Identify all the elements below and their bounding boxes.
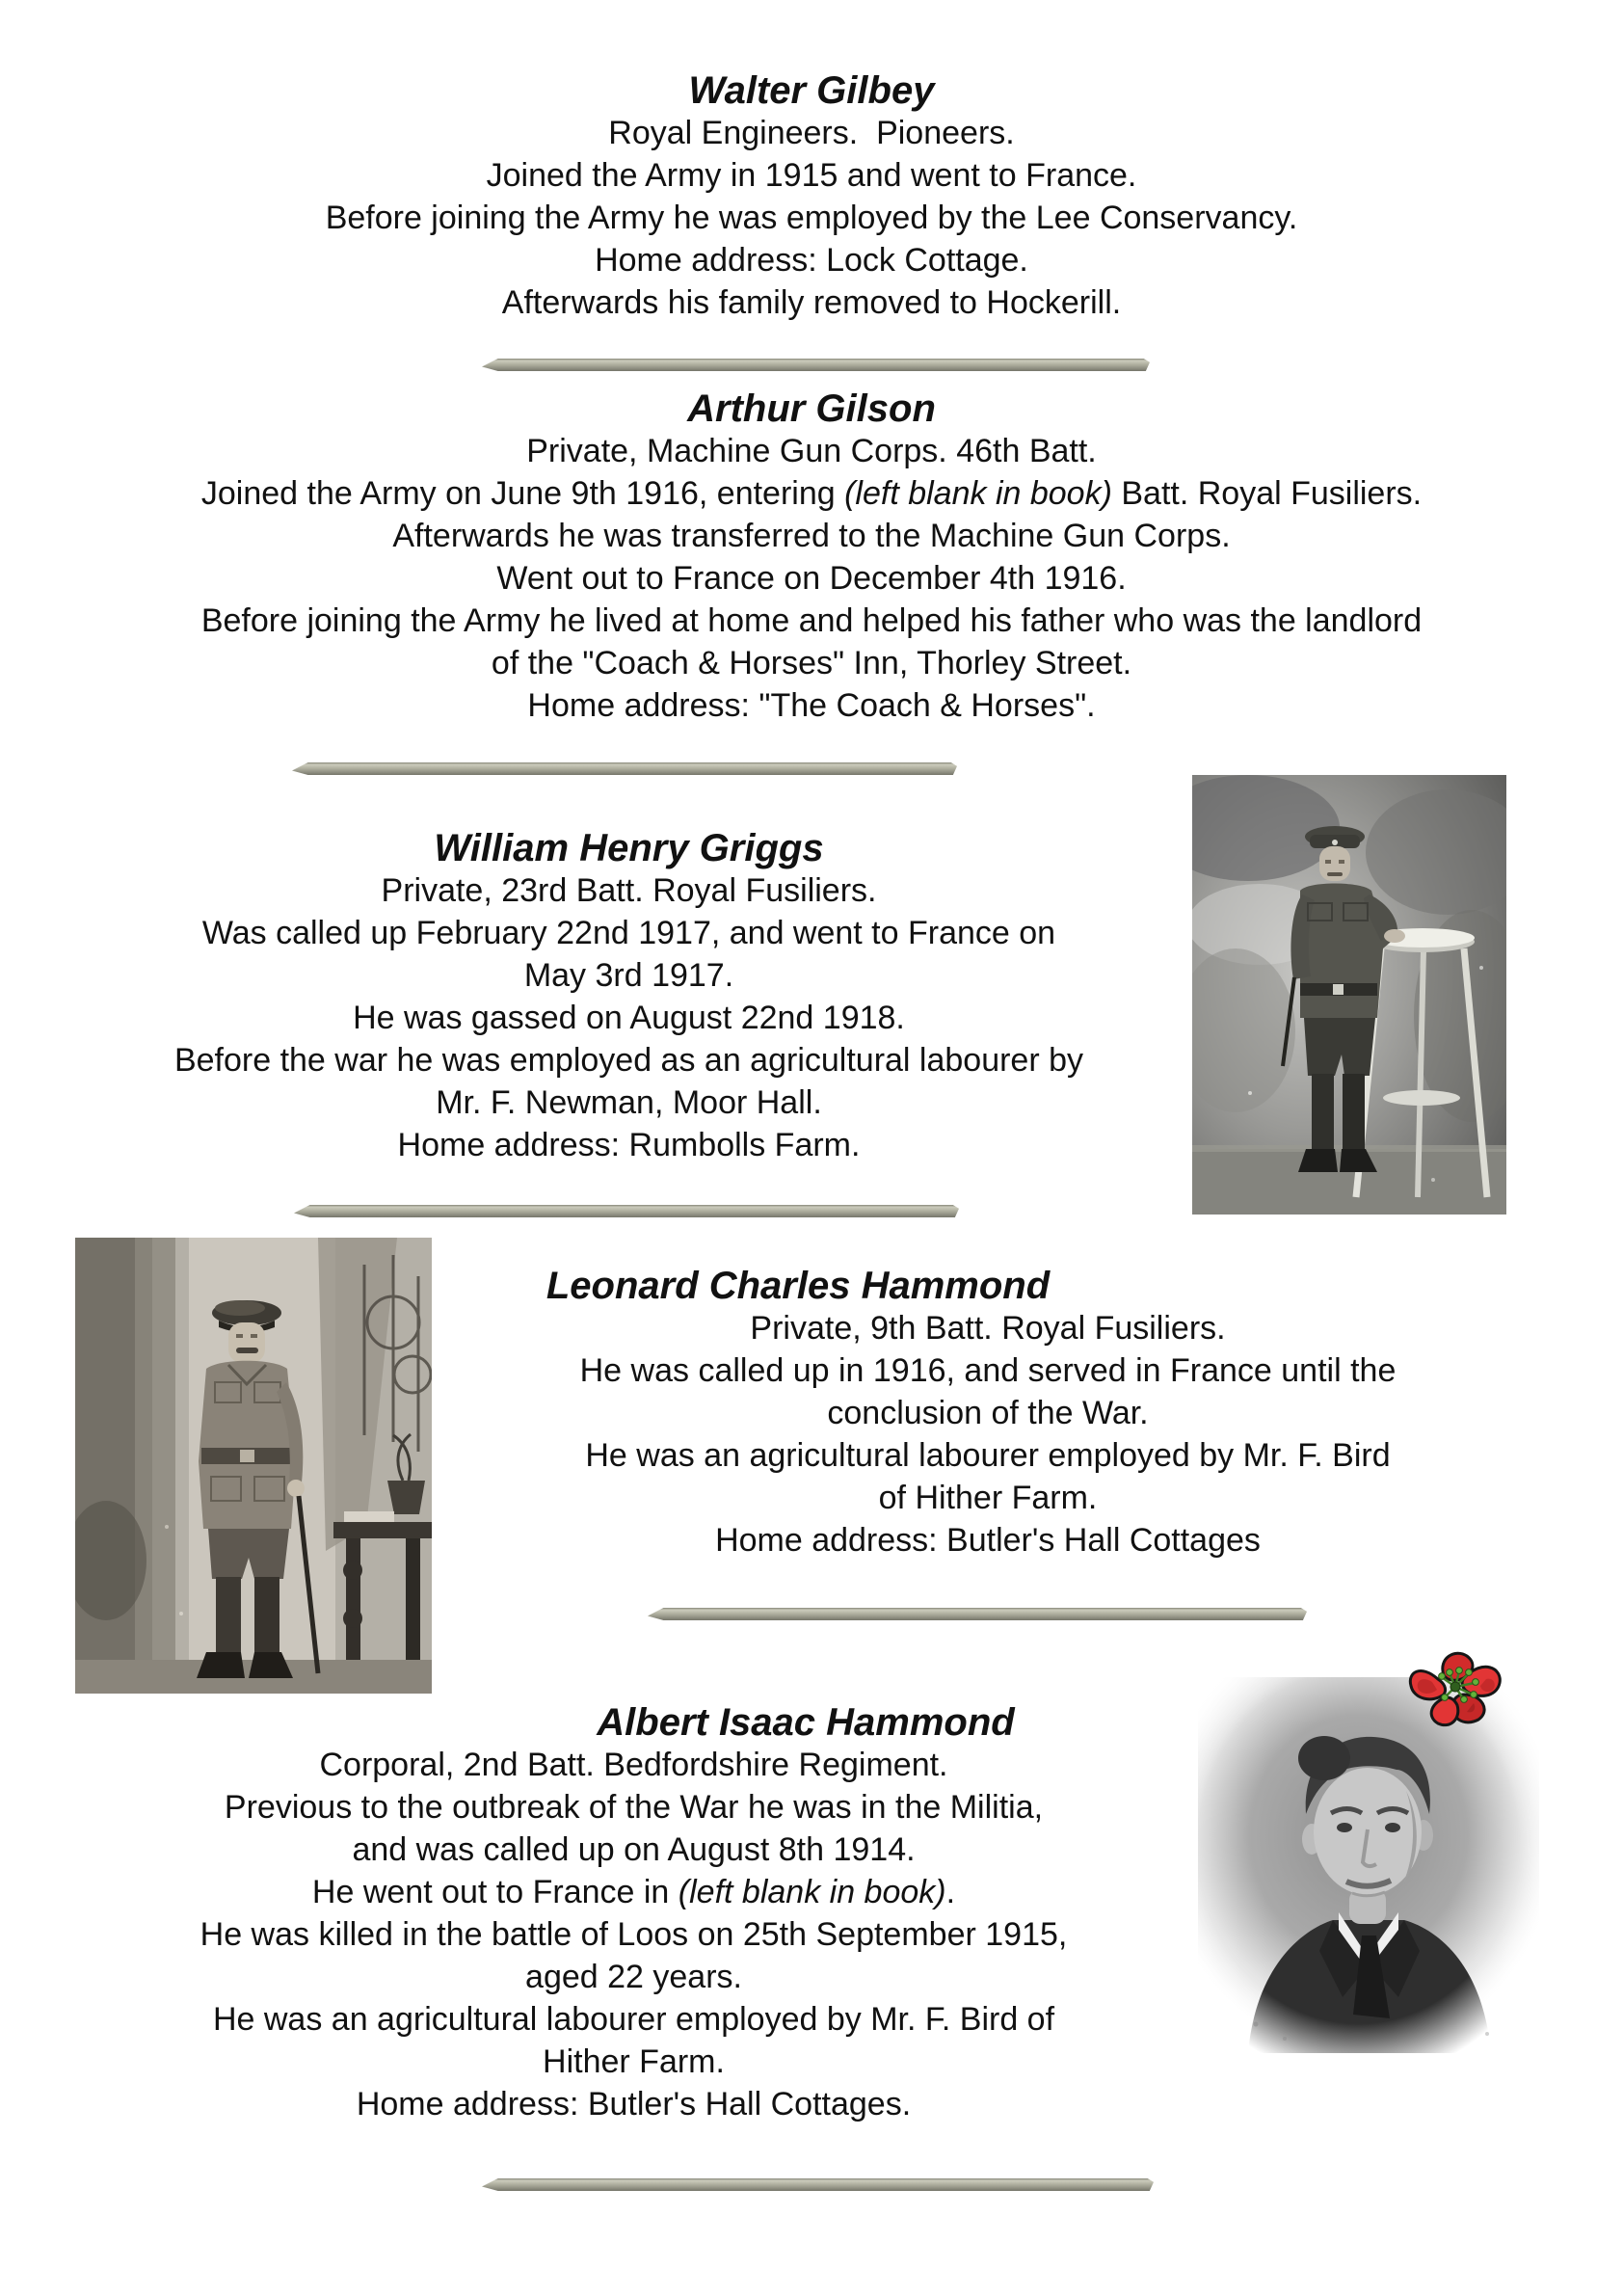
text-line: Before joining the Army he lived at home and helped his father who was the landlord (200, 602, 1423, 639)
text-line: Private, 9th Batt. Royal Fusiliers. (750, 1310, 1226, 1347)
section-william-henry-griggs (53, 827, 1205, 1166)
text-line: Went out to France on December 4th 1916. (496, 560, 1127, 597)
entry-text-william-henry-griggs (53, 869, 1205, 1166)
entry-text-albert-isaac-hammond (58, 1744, 1210, 2125)
text-line: Corporal, 2nd Batt. Bedfordshire Regiment. (319, 1747, 948, 1783)
divider-bar (648, 1608, 1307, 1620)
text-line: Home address: Rumbolls Farm. (397, 1127, 861, 1163)
text-line: Afterwards he was transferred to the Machine Gun Corps. (392, 518, 1231, 554)
text-line: He was gassed on August 22nd 1918. (353, 1000, 905, 1036)
entry-text-leonard-charles-hammond (414, 1307, 1561, 1562)
text-line: Joined the Army in 1915 and went to France. (486, 157, 1137, 194)
text-line: He was called up in 1916, and served in France until the (579, 1352, 1397, 1389)
entry-heading-william-henry-griggs: William Henry Griggs (434, 827, 824, 869)
photo-soldier-with-cane (75, 1238, 432, 1694)
text-line: Afterwards his family removed to Hockerill. (501, 284, 1122, 321)
text-line: Home address: Butler's Hall Cottages (715, 1522, 1261, 1559)
text-line: May 3rd 1917. (523, 957, 734, 994)
text-line: Joined the Army on June 9th 1916, entering (left blank in book) Batt. Royal Fusiliers. (200, 475, 1423, 512)
divider-bar (482, 359, 1150, 371)
divider-bar (482, 2178, 1154, 2191)
text-line: Was called up February 22nd 1917, and went to France on (201, 915, 1056, 951)
text-line: Before joining the Army he was employed by the Lee Conservancy. (325, 200, 1298, 236)
text-line: He was an agricultural labourer employed by Mr. F. Bird of (212, 2001, 1055, 2038)
text-line: Home address: "The Coach & Horses". (527, 687, 1096, 724)
divider-bar (294, 1205, 959, 1217)
text-line: He went out to France in (left blank in book). (311, 1874, 956, 1910)
text-line: of the "Coach & Horses" Inn, Thorley Street. (491, 645, 1132, 681)
text-line: Private, Machine Gun Corps. 46th Batt. (526, 433, 1097, 469)
section-walter-gilbey (0, 69, 1623, 324)
divider-bar (292, 762, 957, 775)
poppy-icon (1403, 1646, 1511, 1731)
entry-text-arthur-gilson (0, 430, 1623, 727)
photo-soldier-with-plant-stand (1192, 775, 1506, 1215)
entry-heading-walter-gilbey: Walter Gilbey (688, 69, 935, 112)
text-line: Private, 23rd Batt. Royal Fusiliers. (381, 872, 877, 909)
text-line: Previous to the outbreak of the War he was in the Militia, (224, 1789, 1044, 1826)
section-arthur-gilson (0, 387, 1623, 727)
entry-heading-leonard-charles-hammond: Leonard Charles Hammond (545, 1265, 1051, 1307)
entry-heading-albert-isaac-hammond: Albert Isaac Hammond (597, 1701, 1015, 1744)
text-line: Royal Engineers. Pioneers. (608, 115, 1015, 151)
entry-heading-arthur-gilson: Arthur Gilson (687, 387, 936, 430)
text-line: Home address: Lock Cottage. (595, 242, 1028, 279)
text-line: conclusion of the War. (827, 1395, 1149, 1431)
photo-portrait-young-man (1198, 1677, 1539, 2053)
text-line: Before the war he was employed as an agricultural labourer by (173, 1042, 1084, 1079)
text-line: He was an agricultural labourer employed by Mr. F. Bird (585, 1437, 1391, 1474)
text-line: Hither Farm. (543, 2043, 725, 2080)
text-line: aged 22 years. (525, 1959, 742, 1995)
text-line: Home address: Butler's Hall Cottages. (356, 2086, 912, 2122)
text-line: Mr. F. Newman, Moor Hall. (436, 1084, 822, 1121)
text-line: and was called up on August 8th 1914. (352, 1831, 916, 1868)
text-line: He was killed in the battle of Loos on 25th September 1915, (200, 1916, 1068, 1953)
entry-text-walter-gilbey (0, 112, 1623, 324)
text-line: of Hither Farm. (878, 1480, 1098, 1516)
